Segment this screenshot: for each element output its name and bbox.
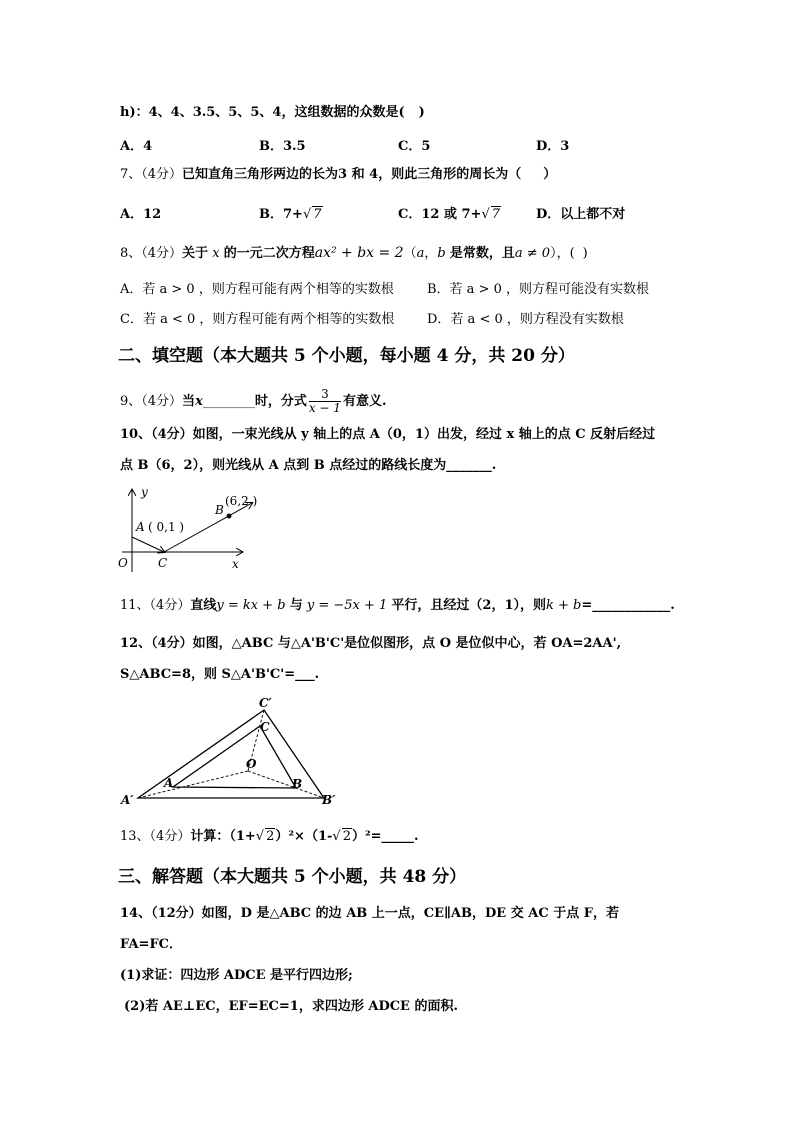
label-o: O: [246, 757, 257, 771]
dash-oa: [138, 771, 248, 798]
light-ray-ac: [132, 537, 164, 552]
q6-option-a: A．4: [120, 139, 153, 154]
q6-option-b: B．3.5: [259, 139, 306, 154]
label-c: C: [260, 720, 270, 734]
triangle-inner: [173, 726, 296, 788]
q8-option-c: C．若 a < 0 ，则方程可能有两个相等的实数根: [120, 312, 395, 327]
q6-option-d: D．3: [536, 139, 570, 154]
section-heading-solutions: 三、解答题（本大题共 5 个小题，共 48 分）: [118, 867, 467, 887]
sqrt-icon: √: [332, 829, 341, 844]
q10-figure: [112, 480, 272, 580]
dash-ob: [248, 771, 324, 798]
q14-line2: FA=FC．: [120, 937, 183, 952]
label-a-prime: A′: [121, 793, 134, 807]
label-c: C: [158, 556, 168, 570]
q10-line1: 10、（4分）如图，一束光线从 y 轴上的点 A（0，1）出发，经过 x 轴上的点 C 反射后经过: [120, 427, 656, 442]
q12-figure: [116, 692, 356, 812]
label-y: y: [141, 485, 148, 499]
section-heading-fill-blank: 二、填空题（本大题共 5 个小题，每小题 4 分，共 20 分）: [118, 346, 575, 366]
sqrt-icon: √: [481, 207, 490, 222]
label-a-coord: ( 0,1 ): [148, 520, 185, 534]
point-b: [227, 514, 232, 519]
label-o: O: [118, 556, 128, 570]
q7-text: 7、（4分）已知直角三角形两边的长为3 和 4，则此三角形的周长为（ ）: [120, 167, 557, 182]
q12-line2: S△ABC=8，则 S△A'B'C'=___.: [120, 667, 320, 682]
q10-line2: 点 B（6，2），则光线从 A 点到 B 点经过的路线长度为_______.: [120, 458, 497, 473]
q8-option-d: D．若 a < 0 ，则方程没有实数根: [427, 312, 624, 327]
q11-text: 11、（4分）直线y = kx + b 与 y = −5x + 1 平行，且经过（2，1），则k + b=____________.: [120, 598, 675, 613]
q9-fraction: $\frac{3}{x - 1}$: [308, 387, 341, 415]
q8-option-a: A．若 a > 0 ，则方程可能有两个相等的实数根: [120, 282, 394, 297]
q8-text: 8、（4分）关于 x 的一元二次方程ax² + bx = 2（a，b 是常数，且a ≠ 0），( ): [120, 245, 588, 261]
q7-option-a: A．12: [120, 207, 162, 222]
q9-text: 9、（4分）当x________时，分式 $\frac{3}{x - 1}$ 有意义.: [120, 387, 387, 415]
label-b: B: [215, 503, 224, 517]
label-x: x: [232, 557, 239, 571]
q6-text: h)：4、4、3.5、5、5、4，这组数据的众数是( ): [120, 105, 425, 120]
q14-part1: (1)求证：四边形 ADCE 是平行四边形;: [120, 968, 353, 983]
label-a: A: [164, 776, 174, 790]
q8-equation: ax² + bx = 2: [314, 245, 404, 261]
q14-line1: 14、（12分）如图，D 是△ABC 的边 AB 上一点，CE∥AB，DE 交 AC 于点 F，若: [120, 906, 619, 921]
q7-option-b: B．7+√ 7: [259, 207, 322, 222]
q6-option-c: C．5: [398, 139, 431, 154]
label-b-coord: (6,2 ): [225, 494, 258, 508]
q7-option-d: D．以上都不对: [536, 207, 626, 222]
q14-part2: (2)若 AE⊥EC，EF=EC=1，求四边形 ADCE 的面积.: [124, 999, 459, 1014]
q12-line1: 12、（4分）如图，△ABC 与△A'B'C'是位似图形，点 O 是位似中心，若 OA=2AA',: [120, 636, 622, 651]
q8-option-b: B．若 a > 0 ，则方程可能没有实数根: [427, 282, 649, 297]
q7-option-c: C．12 或 7+√ 7: [398, 207, 501, 222]
label-b: B: [292, 777, 303, 791]
label-c-prime: C′: [259, 696, 272, 710]
label-a: A: [136, 520, 145, 534]
q13-text: 13、（4分）计算：（1+√ 2）²×（1-√ 2）²=_____.: [120, 829, 419, 844]
sqrt-icon: √: [255, 829, 265, 844]
sqrt-icon: √: [302, 207, 312, 222]
label-b-prime: B′: [322, 793, 336, 807]
